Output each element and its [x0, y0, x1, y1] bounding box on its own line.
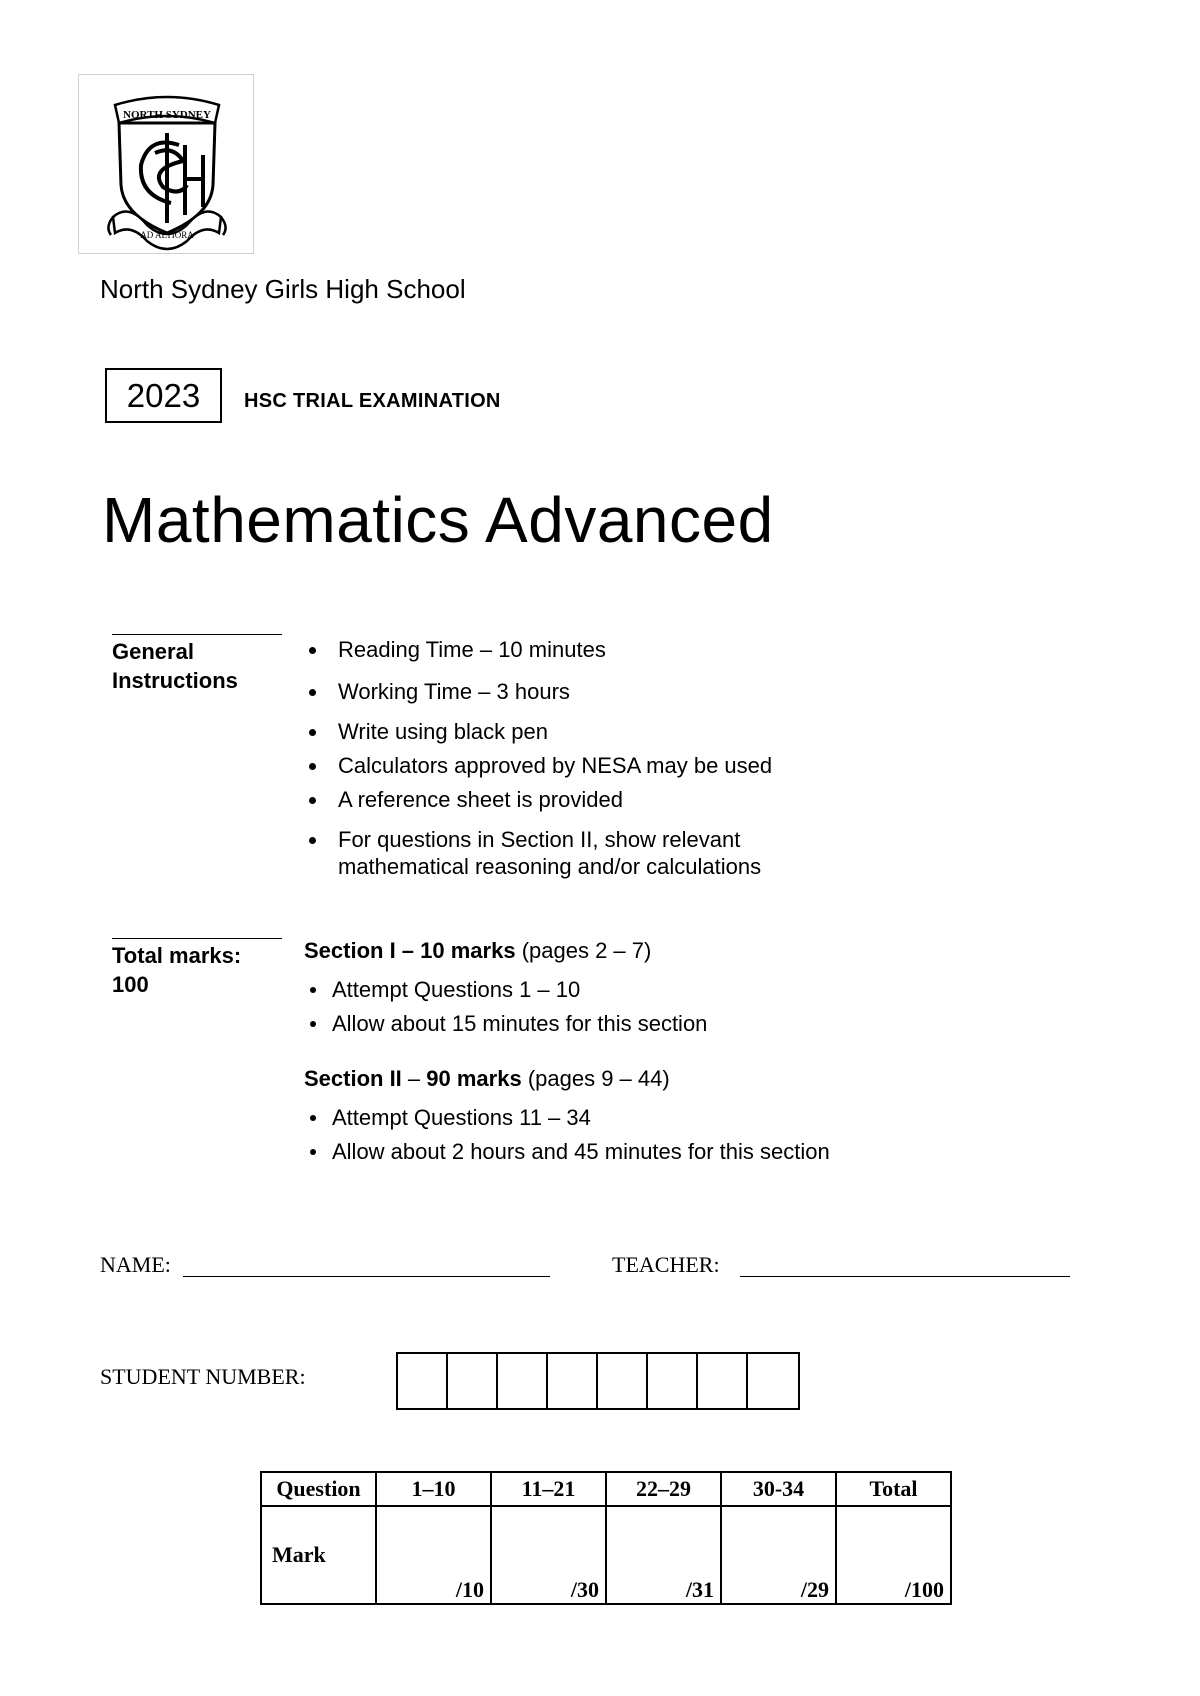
section-two	[304, 1064, 944, 1165]
name-field[interactable]	[183, 1254, 550, 1277]
school-crest	[78, 74, 254, 254]
table-row	[261, 1506, 951, 1604]
list-item: Calculators approved by NESA may be used	[302, 752, 862, 779]
exam-label: HSC TRIAL EXAMINATION	[244, 390, 501, 412]
student-number-digit[interactable]	[448, 1354, 498, 1408]
general-instructions-list	[302, 636, 862, 880]
list-item: Working Time – 3 hours	[302, 678, 862, 705]
section-one	[304, 936, 924, 1037]
list-item: Allow about 2 hours and 45 minutes for this section	[304, 1138, 944, 1165]
list-item: A reference sheet is provided	[302, 786, 862, 813]
mark-cell: /10	[376, 1506, 491, 1604]
student-number-digit[interactable]	[598, 1354, 648, 1408]
table-header: Question	[261, 1472, 376, 1506]
crest-motto-bottom: AD ALTIORA	[140, 230, 194, 240]
table-header: 30-34	[721, 1472, 836, 1506]
mark-cell: /31	[606, 1506, 721, 1604]
mark-row-label: Mark	[261, 1506, 376, 1604]
table-header: Total	[836, 1472, 951, 1506]
student-number-digit[interactable]	[698, 1354, 748, 1408]
list-item: Reading Time – 10 minutes	[302, 636, 862, 663]
bullet-icon	[310, 1115, 316, 1121]
table-header: 1–10	[376, 1472, 491, 1506]
bullet-icon	[309, 763, 316, 770]
list-item: Write using black pen	[302, 718, 862, 745]
marks-table	[260, 1471, 952, 1605]
teacher-label: TEACHER:	[612, 1252, 720, 1277]
exam-year: 2023	[105, 368, 222, 423]
student-number-digit[interactable]	[498, 1354, 548, 1408]
section-two-heading: Section II – 90 marks (pages 9 – 44)	[304, 1066, 670, 1091]
bullet-icon	[309, 797, 316, 804]
student-number-digit[interactable]	[648, 1354, 698, 1408]
subject-title: Mathematics Advanced	[102, 484, 774, 556]
divider	[112, 938, 282, 939]
student-number-label: STUDENT NUMBER:	[100, 1364, 306, 1389]
section-one-heading: Section I – 10 marks (pages 2 – 7)	[304, 938, 652, 963]
teacher-field[interactable]	[740, 1254, 1070, 1277]
mark-cell: /30	[491, 1506, 606, 1604]
table-header: 22–29	[606, 1472, 721, 1506]
student-number-digit[interactable]	[748, 1354, 798, 1408]
mark-cell: /29	[721, 1506, 836, 1604]
mark-cell: /100	[836, 1506, 951, 1604]
list-item: For questions in Section II, show relevant mathematical reasoning and/or calculations	[302, 826, 858, 880]
bullet-icon	[310, 1021, 316, 1027]
total-marks-heading: Total marks: 100	[112, 943, 242, 997]
general-instructions-heading: General Instructions	[112, 639, 238, 693]
table-header: 11–21	[491, 1472, 606, 1506]
list-item: Attempt Questions 11 – 34	[304, 1104, 944, 1131]
name-label: NAME:	[100, 1252, 171, 1277]
bullet-icon	[309, 729, 316, 736]
list-item: Attempt Questions 1 – 10	[304, 976, 924, 1003]
bullet-icon	[309, 689, 316, 696]
bullet-icon	[309, 837, 316, 844]
total-marks-value: 100	[112, 972, 149, 997]
divider	[112, 634, 282, 635]
crest-motto-top: NORTH SYDNEY	[123, 109, 211, 121]
student-number-boxes	[396, 1352, 800, 1410]
table-header-row	[261, 1472, 951, 1506]
crest-shield-icon	[79, 75, 255, 255]
bullet-icon	[309, 647, 316, 654]
bullet-icon	[310, 1149, 316, 1155]
list-item: Allow about 15 minutes for this section	[304, 1010, 924, 1037]
bullet-icon	[310, 987, 316, 993]
school-name: North Sydney Girls High School	[100, 274, 466, 304]
student-number-digit[interactable]	[398, 1354, 448, 1408]
student-number-digit[interactable]	[548, 1354, 598, 1408]
